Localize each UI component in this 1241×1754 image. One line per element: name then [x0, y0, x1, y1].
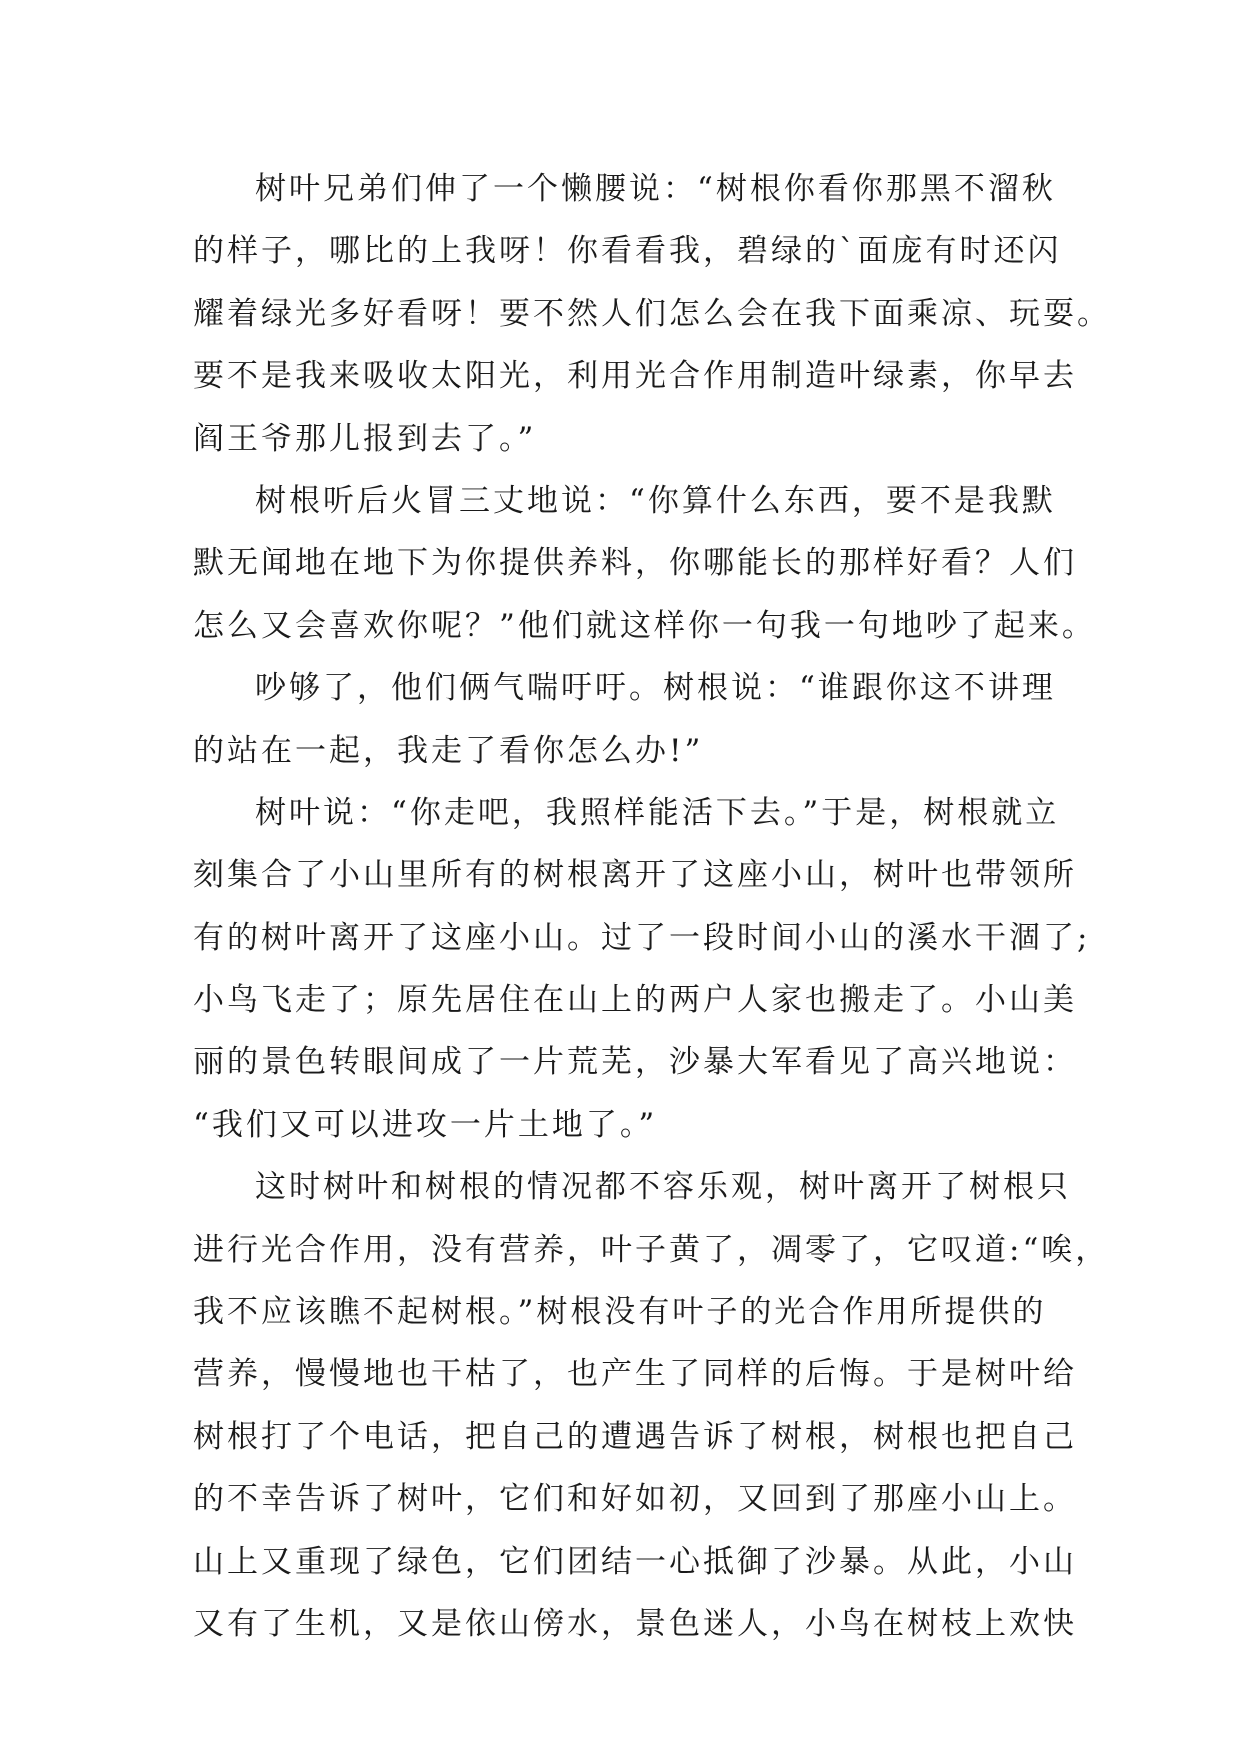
text-line: 我不应该瞧不起树根。”树根没有叶子的光合作用所提供的 [193, 1294, 1047, 1331]
text-line: 树叶兄弟们伸了一个懒腰说：“树根你看你那黑不溜秋 [255, 171, 1056, 207]
text-line: 要不是我来吸收太阳光，利用光合作用制造叶绿素，你早去 [193, 358, 1077, 395]
text-line: “我们又可以进攻一片土地了。” [193, 1106, 658, 1143]
text-line: 树根听后火冒三丈地说：“你算什么东西，要不是我默 [255, 482, 1056, 519]
text-line: 的不幸告诉了树叶，它们和好如初，又回到了那座小山上。 [193, 1481, 1077, 1518]
text-line: 这时树叶和树根的情况都不容乐观，树叶离开了树根只 [255, 1169, 1071, 1206]
text-line: 树根打了个电话，把自己的遭遇告诉了树根，树根也把自己 [193, 1418, 1077, 1455]
text-line: 吵够了，他们俩气喘吁吁。树根说：“谁跟你这不讲理 [255, 670, 1056, 707]
text-line: 又有了生机，又是依山傍水，景色迷人，小鸟在树枝上欢快 [193, 1605, 1077, 1642]
text-line: 的样子，哪比的上我呀！你看看我，碧绿的`面庞有时还闪 [193, 233, 1062, 270]
text-line: 小鸟飞走了；原先居住在山上的两户人家也搬走了。小山美 [193, 982, 1077, 1019]
text-line: 耀着绿光多好看呀！要不然人们怎么会在我下面乘凉、玩耍。 [193, 295, 1111, 332]
text-line: 进行光合作用，没有营养，叶子黄了，凋零了，它叹道:“唉， [193, 1231, 1110, 1268]
text-line: 营养，慢慢地也干枯了，也产生了同样的后悔。于是树叶给 [193, 1356, 1077, 1393]
text-line: 怎么又会喜欢你呢？”他们就这样你一句我一句地吵了起来。 [193, 607, 1096, 644]
text-line: 阎王爷那儿报到去了。” [193, 420, 537, 457]
text-line: 树叶说：“你走吧，我照样能活下去。”于是，树根就立 [255, 794, 1060, 831]
text-line: 的站在一起，我走了看你怎么办!” [193, 732, 704, 769]
text-line: 丽的景色转眼间成了一片荒芜，沙暴大军看见了高兴地说： [193, 1044, 1077, 1081]
text-line: 默无闻地在地下为你提供养料，你哪能长的那样好看？人们 [193, 545, 1077, 582]
document-body [193, 158, 1111, 1655]
text-line: 有的树叶离开了这座小山。过了一段时间小山的溪水干涸了; [193, 919, 1091, 956]
text-line: 山上又重现了绿色，它们团结一心抵御了沙暴。从此，小山 [193, 1543, 1077, 1580]
text-line: 刻集合了小山里所有的树根离开了这座小山，树叶也带领所 [193, 857, 1077, 894]
